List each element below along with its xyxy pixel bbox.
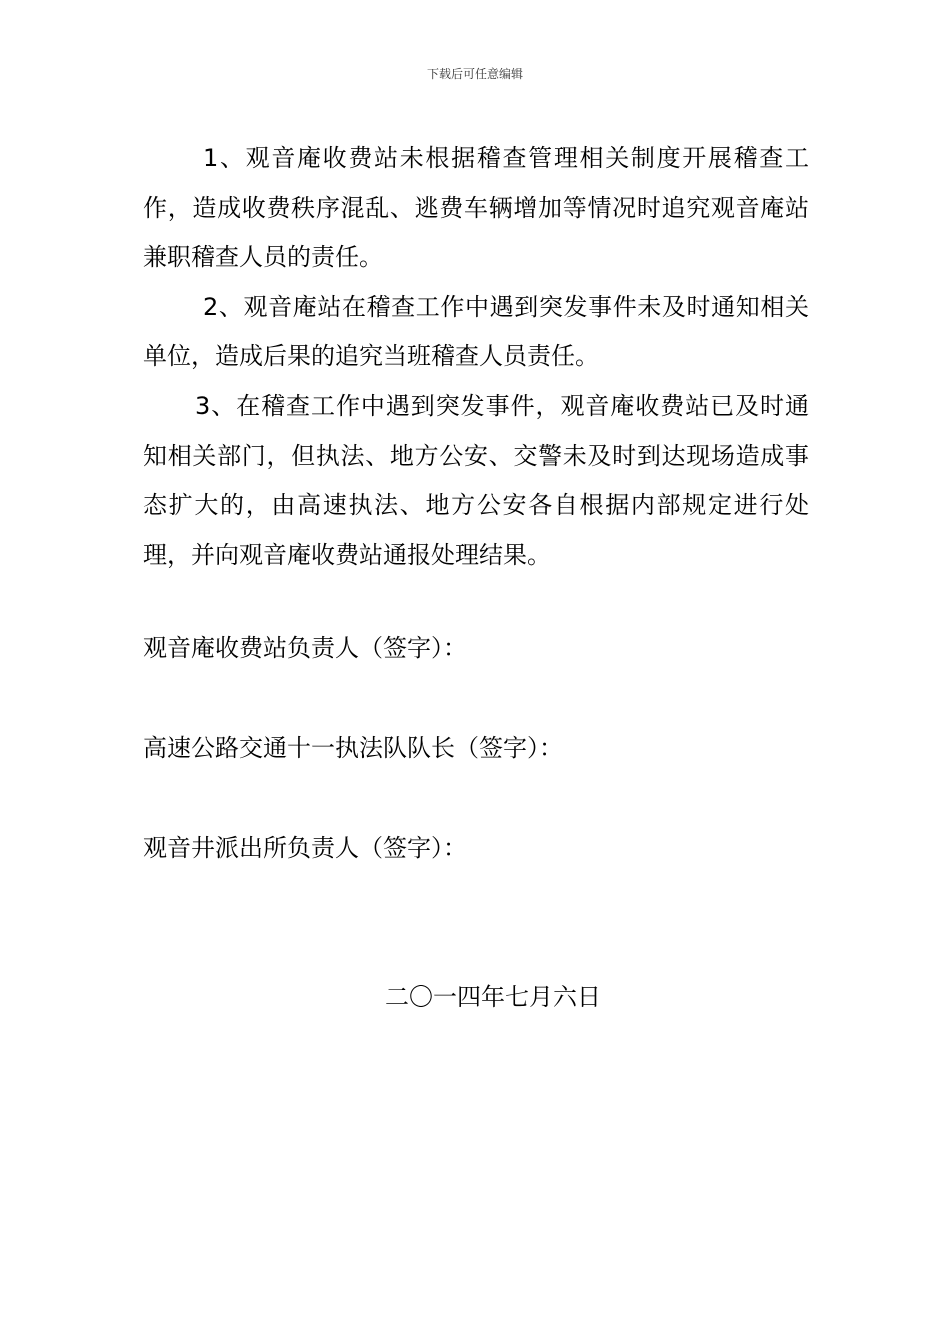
signature-line-law-enforcement: 高速公路交通十一执法队队长（签字）：: [143, 734, 563, 762]
clause-3: 3、在稽查工作中遇到突发事件，观音庵收费站已及时通知相关部门，但执法、地方公安、交警未及时到达现场造成事态扩大的，由高速执法、地方公安各自根据内部规定进行处理，并向观音庵收费站通报处理结果。: [143, 391, 809, 569]
clauses-section: [143, 134, 809, 580]
signature-line-toll-station: 观音庵收费站负责人（签字）：: [143, 634, 467, 662]
clause-2: 2、观音庵站在稽查工作中遇到突发事件未及时通知相关单位，造成后果的追究当班稽查人员责任。: [143, 292, 809, 371]
clause-1: 1、观音庵收费站未根据稽查管理相关制度开展稽查工作，造成收费秩序混乱、逃费车辆增加等情况时追究观音庵站兼职稽查人员的责任。: [143, 144, 809, 272]
signature-line-police-station: 观音井派出所负责人（签字）：: [143, 834, 467, 862]
document-date: 二〇一四年七月六日: [385, 983, 601, 1011]
page-header-note: 下载后可任意编辑: [426, 67, 523, 81]
